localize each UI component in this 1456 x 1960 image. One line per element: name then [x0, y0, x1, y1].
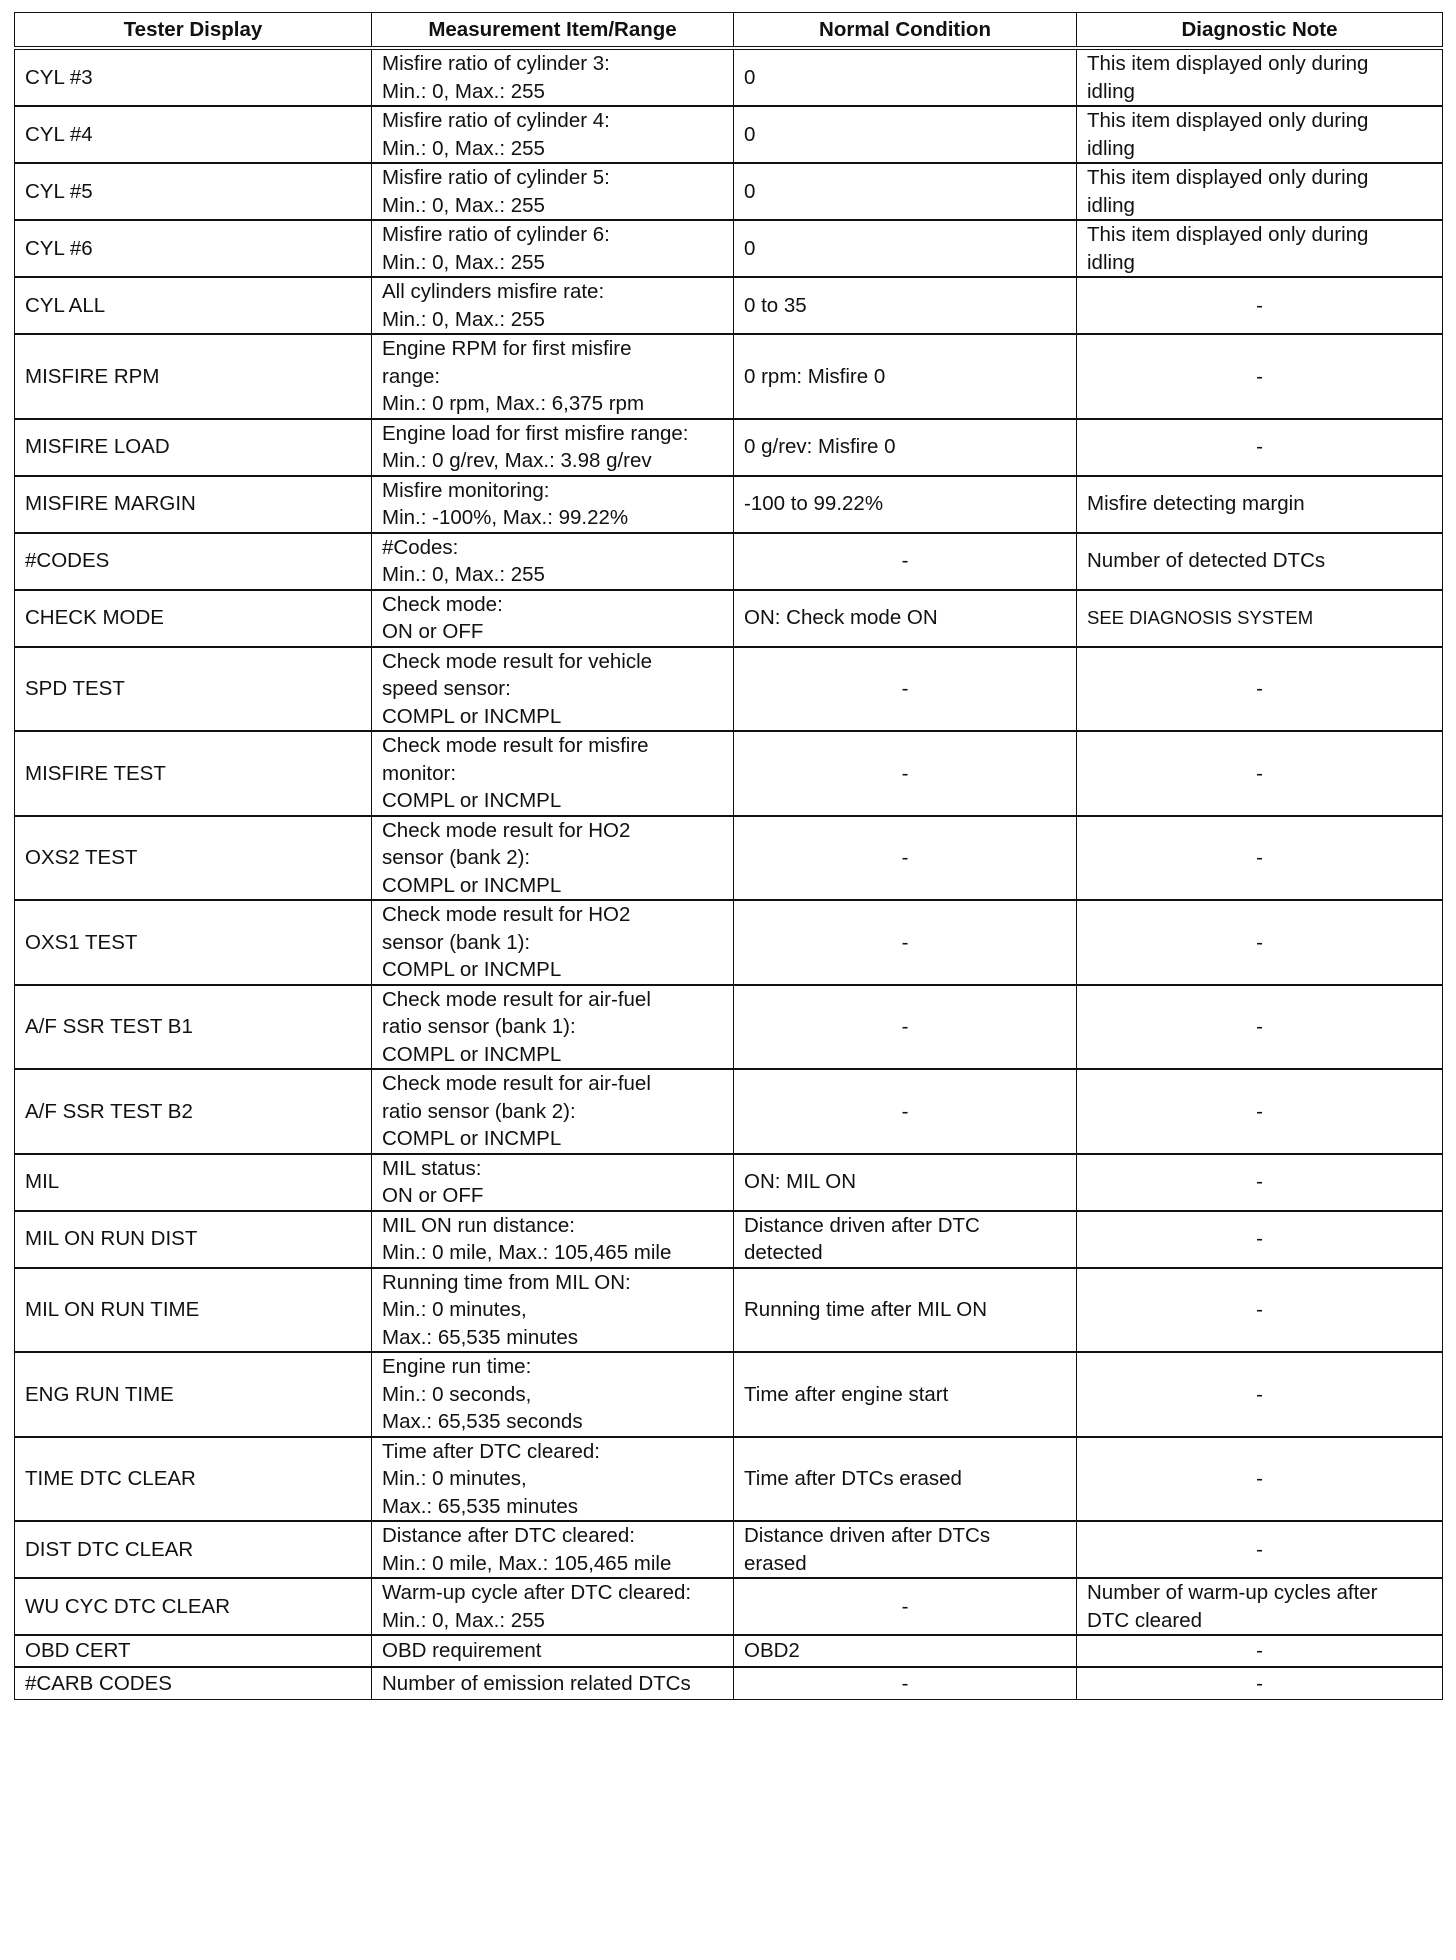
- normal-condition-cell: [734, 1437, 1077, 1522]
- measurement-cell: [372, 1211, 734, 1268]
- table-row: [15, 590, 1443, 647]
- diagnostic-note-cell: [1077, 419, 1443, 476]
- measurement-cell-line: COMPL or INCMPL: [382, 704, 562, 728]
- measurement-cell-line: Misfire ratio of cylinder 6:: [382, 223, 610, 246]
- measurement-cell-line: Min.: 0 rpm, Max.: 6,375 rpm: [382, 392, 645, 415]
- normal-condition-cell: [734, 419, 1077, 476]
- measurement-cell-line: Min.: 0 minutes,: [382, 1298, 527, 1321]
- normal-condition-cell-line: 0 to 35: [744, 293, 807, 317]
- header-measurement-item: Measurement Item/Range: [372, 13, 734, 49]
- measurement-cell-line: Time after DTC cleared:: [382, 1439, 600, 1463]
- measurement-cell-line: Max.: 65,535 seconds: [382, 1410, 583, 1433]
- measurement-cell-line: Min.: 0, Max.: 255: [382, 79, 545, 103]
- measurement-cell-line: #Codes:: [382, 535, 459, 559]
- normal-condition-cell: [734, 816, 1077, 901]
- diagnostic-note-cell: [1077, 900, 1443, 985]
- diagnostic-note-cell-line: -: [1256, 1170, 1263, 1194]
- tester-display-cell: ENG RUN TIME: [15, 1352, 372, 1437]
- diagnostic-note-cell: [1077, 1268, 1443, 1353]
- tester-display-cell: CYL #4: [15, 106, 372, 163]
- measurement-cell: [372, 533, 734, 590]
- diagnostic-note-cell-line: -: [1256, 1298, 1263, 1321]
- measurement-cell-line: Check mode result for HO2: [382, 818, 631, 842]
- measurement-cell-line: OBD requirement: [382, 1639, 542, 1663]
- diagnostic-note-cell-line: idling: [1087, 136, 1135, 160]
- measurement-cell-line: sensor (bank 2):: [382, 846, 531, 869]
- tester-display-cell: TIME DTC CLEAR: [15, 1437, 372, 1522]
- table-row: [15, 48, 1443, 106]
- measurement-cell-line: COMPL or INCMPL: [382, 958, 562, 981]
- diagnostic-note-cell-line: -: [1256, 1382, 1263, 1406]
- measurement-cell-line: Min.: 0, Max.: 255: [382, 250, 545, 274]
- measurement-cell-line: Min.: 0, Max.: 255: [382, 193, 545, 217]
- diagnostic-note-cell: [1077, 590, 1443, 647]
- measurement-cell-line: Min.: 0, Max.: 255: [382, 307, 545, 331]
- tester-display-cell: OXS2 TEST: [15, 816, 372, 901]
- table-row: [15, 1352, 1443, 1437]
- table-row: [15, 1268, 1443, 1353]
- diagnostic-note-cell-line: This item displayed only during: [1087, 223, 1369, 246]
- table-row: [15, 1437, 1443, 1522]
- measurement-cell-line: Distance after DTC cleared:: [382, 1524, 635, 1547]
- normal-condition-cell-line: 0: [744, 122, 756, 146]
- table-header: [15, 13, 1443, 49]
- measurement-cell-line: Warm-up cycle after DTC cleared:: [382, 1581, 692, 1604]
- diagnostic-note-cell: [1077, 277, 1443, 334]
- tester-display-cell: #CARB CODES: [15, 1667, 372, 1699]
- normal-condition-cell: [734, 1352, 1077, 1437]
- normal-condition-cell-line: OBD2: [744, 1639, 800, 1663]
- normal-condition-cell-line: -: [901, 1015, 909, 1038]
- normal-condition-cell-line: 0: [744, 179, 756, 203]
- normal-condition-cell: [734, 1154, 1077, 1211]
- diagnostic-note-cell: [1077, 1667, 1443, 1699]
- diagnostic-note-cell-line: -: [1256, 435, 1263, 459]
- table-row: [15, 163, 1443, 220]
- diagnostic-note-cell-line: -: [1256, 1099, 1263, 1123]
- diagnostic-note-cell: [1077, 533, 1443, 590]
- tester-display-cell: #CODES: [15, 533, 372, 590]
- header-diagnostic-note: Diagnostic Note: [1077, 13, 1443, 49]
- measurement-cell-line: Max.: 65,535 minutes: [382, 1494, 578, 1518]
- measurement-cell-line: MIL ON run distance:: [382, 1213, 575, 1237]
- normal-condition-cell: [734, 533, 1077, 590]
- header-row: [15, 13, 1443, 49]
- tester-display-cell: SPD TEST: [15, 647, 372, 732]
- measurement-cell: [372, 1635, 734, 1667]
- measurement-cell-line: Min.: 0 mile, Max.: 105,465 mile: [382, 1241, 672, 1264]
- measurement-cell: [372, 277, 734, 334]
- diagnostic-note-cell: [1077, 647, 1443, 732]
- diagnostic-note-cell-line: DTC cleared: [1087, 1608, 1203, 1632]
- table-body: [15, 48, 1443, 1699]
- normal-condition-cell-line: -: [901, 761, 909, 785]
- measurement-cell-line: Min.: -100%, Max.: 99.22%: [382, 506, 629, 529]
- normal-condition-cell-line: Running time after MIL ON: [744, 1298, 988, 1321]
- tester-display-cell: CHECK MODE: [15, 590, 372, 647]
- normal-condition-cell: [734, 277, 1077, 334]
- table-row: [15, 220, 1443, 277]
- diagnostic-note-cell: [1077, 1069, 1443, 1154]
- diagnostic-note-cell-line: -: [1256, 1467, 1263, 1490]
- diagnostic-note-cell-line: -: [1256, 761, 1263, 785]
- table-row: [15, 1635, 1443, 1667]
- normal-condition-cell: [734, 106, 1077, 163]
- measurement-cell-line: Min.: 0, Max.: 255: [382, 1608, 545, 1632]
- normal-condition-cell-line: 0: [744, 65, 756, 89]
- measurement-cell-line: COMPL or INCMPL: [382, 1127, 562, 1150]
- normal-condition-cell-line: erased: [744, 1551, 807, 1575]
- measurement-cell-line: Check mode result for vehicle: [382, 649, 653, 673]
- normal-condition-cell-line: -: [901, 677, 909, 700]
- diagnostic-note-cell: [1077, 1521, 1443, 1578]
- measurement-cell-line: Min.: 0 minutes,: [382, 1467, 527, 1490]
- tester-display-cell: OXS1 TEST: [15, 900, 372, 985]
- diagnostic-note-cell-line: Number of detected DTCs: [1087, 549, 1326, 573]
- diagnostic-note-cell: [1077, 1635, 1443, 1667]
- normal-condition-cell: [734, 1578, 1077, 1635]
- tester-display-cell: CYL ALL: [15, 277, 372, 334]
- diagnostic-note-cell-line: SEE DIAGNOSIS SYSTEM: [1087, 607, 1314, 629]
- diagnostic-note-cell: [1077, 163, 1443, 220]
- tester-display-cell: DIST DTC CLEAR: [15, 1521, 372, 1578]
- measurement-cell: [372, 1521, 734, 1578]
- table-row: [15, 985, 1443, 1070]
- normal-condition-cell-line: Time after DTCs erased: [744, 1467, 962, 1490]
- measurement-cell: [372, 985, 734, 1070]
- tester-display-cell: MIL: [15, 1154, 372, 1211]
- diagnostic-note-cell: [1077, 731, 1443, 816]
- measurement-cell-line: All cylinders misfire rate:: [382, 280, 605, 303]
- table-row: [15, 1667, 1443, 1699]
- measurement-cell: [372, 476, 734, 533]
- table-row: [15, 419, 1443, 476]
- table-row: [15, 334, 1443, 419]
- tester-display-cell: MISFIRE MARGIN: [15, 476, 372, 533]
- diagnostic-note-cell-line: This item displayed only during: [1087, 166, 1369, 189]
- measurement-cell: [372, 1578, 734, 1635]
- diagnostic-note-cell-line: This item displayed only during: [1087, 109, 1369, 132]
- measurement-cell-line: Number of emission related DTCs: [382, 1671, 691, 1695]
- measurement-cell: [372, 1268, 734, 1353]
- normal-condition-cell: [734, 985, 1077, 1070]
- diagnostic-note-cell: [1077, 1352, 1443, 1437]
- normal-condition-cell-line: -: [901, 549, 909, 573]
- measurement-cell-line: Running time from MIL ON:: [382, 1270, 631, 1294]
- measurement-cell: [372, 1352, 734, 1437]
- measurement-cell-line: Min.: 0, Max.: 255: [382, 563, 545, 586]
- diagnostic-note-cell-line: -: [1256, 930, 1263, 954]
- tester-display-cell: A/F SSR TEST B2: [15, 1069, 372, 1154]
- normal-condition-cell: [734, 220, 1077, 277]
- measurement-cell-line: COMPL or INCMPL: [382, 789, 562, 812]
- measurement-cell-line: Check mode result for misfire: [382, 734, 649, 757]
- measurement-cell-line: Min.: 0, Max.: 255: [382, 136, 545, 160]
- normal-condition-cell: [734, 1069, 1077, 1154]
- measurement-cell-line: sensor (bank 1):: [382, 930, 531, 954]
- tester-display-cell: CYL #5: [15, 163, 372, 220]
- measurement-cell-line: Check mode result for air-fuel: [382, 1072, 651, 1095]
- normal-condition-cell: [734, 647, 1077, 732]
- measurement-cell-line: ratio sensor (bank 1):: [382, 1015, 576, 1038]
- measurement-cell: [372, 1154, 734, 1211]
- normal-condition-cell-line: Time after engine start: [744, 1382, 949, 1406]
- normal-condition-cell-line: -: [901, 846, 909, 869]
- tester-display-cell: WU CYC DTC CLEAR: [15, 1578, 372, 1635]
- diagnostic-note-cell: [1077, 476, 1443, 533]
- measurement-cell-line: Min.: 0 seconds,: [382, 1382, 532, 1406]
- diagnostic-note-cell: [1077, 1154, 1443, 1211]
- table-row: [15, 1069, 1443, 1154]
- table-row: [15, 476, 1443, 533]
- normal-condition-cell: [734, 163, 1077, 220]
- diagnostic-note-cell: [1077, 1578, 1443, 1635]
- measurement-cell-line: Min.: 0 g/rev, Max.: 3.98 g/rev: [382, 449, 652, 472]
- table-row: [15, 731, 1443, 816]
- normal-condition-cell-line: Distance driven after DTCs: [744, 1524, 991, 1547]
- tester-display-cell: A/F SSR TEST B1: [15, 985, 372, 1070]
- diagnostic-note-cell-line: idling: [1087, 193, 1135, 217]
- diagnostic-note-cell-line: -: [1256, 293, 1263, 317]
- normal-condition-cell-line: -: [901, 1594, 909, 1618]
- normal-condition-cell: [734, 1521, 1077, 1578]
- tester-display-cell: MIL ON RUN TIME: [15, 1268, 372, 1353]
- measurement-cell: [372, 334, 734, 419]
- measurement-cell-line: Misfire ratio of cylinder 5:: [382, 166, 610, 189]
- normal-condition-cell: [734, 334, 1077, 419]
- normal-condition-cell-line: 0 rpm: Misfire 0: [744, 364, 886, 388]
- measurement-cell: [372, 647, 734, 732]
- normal-condition-cell: [734, 590, 1077, 647]
- normal-condition-cell-line: 0 g/rev: Misfire 0: [744, 435, 896, 459]
- measurement-cell-line: ON or OFF: [382, 1184, 484, 1207]
- diagnostic-note-cell-line: -: [1256, 846, 1263, 869]
- diagnostic-note-cell: [1077, 816, 1443, 901]
- normal-condition-cell-line: -100 to 99.22%: [744, 492, 884, 516]
- normal-condition-cell-line: ON: Check mode ON: [744, 606, 938, 630]
- normal-condition-cell-line: Distance driven after DTC: [744, 1213, 980, 1237]
- measurement-cell: [372, 1667, 734, 1699]
- normal-condition-cell: [734, 1635, 1077, 1667]
- measurement-cell-line: Misfire ratio of cylinder 4:: [382, 109, 610, 132]
- measurement-cell-line: Check mode result for air-fuel: [382, 987, 651, 1011]
- measurement-cell-line: range:: [382, 364, 441, 388]
- measurement-cell: [372, 1069, 734, 1154]
- tester-display-cell: CYL #3: [15, 48, 372, 106]
- measurement-cell-line: Check mode result for HO2: [382, 903, 631, 926]
- normal-condition-cell: [734, 731, 1077, 816]
- measurement-cell-line: Engine RPM for first misfire: [382, 337, 632, 360]
- normal-condition-cell-line: detected: [744, 1241, 823, 1264]
- diagnostic-note-cell: [1077, 106, 1443, 163]
- measurement-cell: [372, 816, 734, 901]
- diagnostic-note-cell: [1077, 1211, 1443, 1268]
- header-tester-display: Tester Display: [15, 13, 372, 49]
- measurement-cell-line: MIL status:: [382, 1156, 482, 1180]
- normal-condition-cell: [734, 476, 1077, 533]
- normal-condition-cell: [734, 1667, 1077, 1699]
- diagnostic-note-cell-line: -: [1256, 364, 1263, 388]
- measurement-cell-line: speed sensor:: [382, 677, 511, 700]
- diagnostic-note-cell-line: -: [1256, 1537, 1263, 1561]
- table-row: [15, 816, 1443, 901]
- table-row: [15, 277, 1443, 334]
- measurement-cell-line: COMPL or INCMPL: [382, 1042, 562, 1066]
- table-row: [15, 1578, 1443, 1635]
- measurement-cell-line: ON or OFF: [382, 620, 484, 643]
- table-row: [15, 647, 1443, 732]
- measurement-cell: [372, 48, 734, 106]
- normal-condition-cell-line: -: [901, 930, 909, 954]
- diagnostic-note-cell-line: Number of warm-up cycles after: [1087, 1581, 1378, 1604]
- table-row: [15, 1154, 1443, 1211]
- diagnostic-note-cell: [1077, 220, 1443, 277]
- diagnostic-note-cell: [1077, 985, 1443, 1070]
- table-row: [15, 900, 1443, 985]
- diagnostic-note-cell-line: -: [1256, 1639, 1263, 1663]
- header-normal-condition: Normal Condition: [734, 13, 1077, 49]
- measurement-cell-line: Engine load for first misfire range:: [382, 421, 689, 445]
- diagnostic-note-cell-line: This item displayed only during: [1087, 52, 1369, 75]
- measurement-cell: [372, 900, 734, 985]
- diagnostic-note-cell: [1077, 334, 1443, 419]
- measurement-cell: [372, 590, 734, 647]
- normal-condition-cell-line: -: [901, 1099, 909, 1123]
- measurement-cell: [372, 220, 734, 277]
- table-row: [15, 1211, 1443, 1268]
- table-row: [15, 1521, 1443, 1578]
- measurement-cell: [372, 163, 734, 220]
- measurement-cell-line: COMPL or INCMPL: [382, 873, 562, 897]
- measurement-cell: [372, 106, 734, 163]
- tester-display-cell: MISFIRE RPM: [15, 334, 372, 419]
- diagnostic-note-cell-line: -: [1256, 677, 1263, 700]
- normal-condition-cell: [734, 48, 1077, 106]
- normal-condition-cell: [734, 900, 1077, 985]
- normal-condition-cell: [734, 1268, 1077, 1353]
- tester-display-cell: MIL ON RUN DIST: [15, 1211, 372, 1268]
- measurement-cell-line: Engine run time:: [382, 1355, 532, 1378]
- measurement-cell-line: ratio sensor (bank 2):: [382, 1099, 576, 1123]
- table-row: [15, 533, 1443, 590]
- tester-display-cell: MISFIRE TEST: [15, 731, 372, 816]
- measurement-cell-line: Min.: 0 mile, Max.: 105,465 mile: [382, 1551, 672, 1575]
- measurement-cell-line: Check mode:: [382, 592, 503, 616]
- tester-display-cell: CYL #6: [15, 220, 372, 277]
- measurement-cell-line: Max.: 65,535 minutes: [382, 1325, 578, 1349]
- diagnostic-note-cell-line: -: [1256, 1015, 1263, 1038]
- normal-condition-cell: [734, 1211, 1077, 1268]
- diagnostic-note-cell-line: idling: [1087, 250, 1135, 274]
- diagnostic-note-cell: [1077, 48, 1443, 106]
- tester-display-cell: MISFIRE LOAD: [15, 419, 372, 476]
- normal-condition-cell-line: ON: MIL ON: [744, 1170, 856, 1194]
- measurement-cell-line: monitor:: [382, 761, 457, 785]
- diagnostic-note-cell: [1077, 1437, 1443, 1522]
- normal-condition-cell-line: 0: [744, 236, 756, 260]
- normal-condition-cell-line: -: [901, 1671, 909, 1695]
- measurement-cell-line: Misfire ratio of cylinder 3:: [382, 52, 610, 75]
- measurement-cell: [372, 1437, 734, 1522]
- diagnostic-note-cell-line: idling: [1087, 79, 1135, 103]
- diagnostic-note-cell-line: -: [1256, 1227, 1263, 1251]
- tester-display-cell: OBD CERT: [15, 1635, 372, 1667]
- measurement-cell-line: Misfire monitoring:: [382, 478, 550, 502]
- diagnostic-note-cell-line: Misfire detecting margin: [1087, 492, 1305, 516]
- measurement-cell: [372, 419, 734, 476]
- measurement-cell: [372, 731, 734, 816]
- table-row: [15, 106, 1443, 163]
- data-list-table: [14, 12, 1443, 1700]
- diagnostic-note-cell-line: -: [1256, 1671, 1263, 1695]
